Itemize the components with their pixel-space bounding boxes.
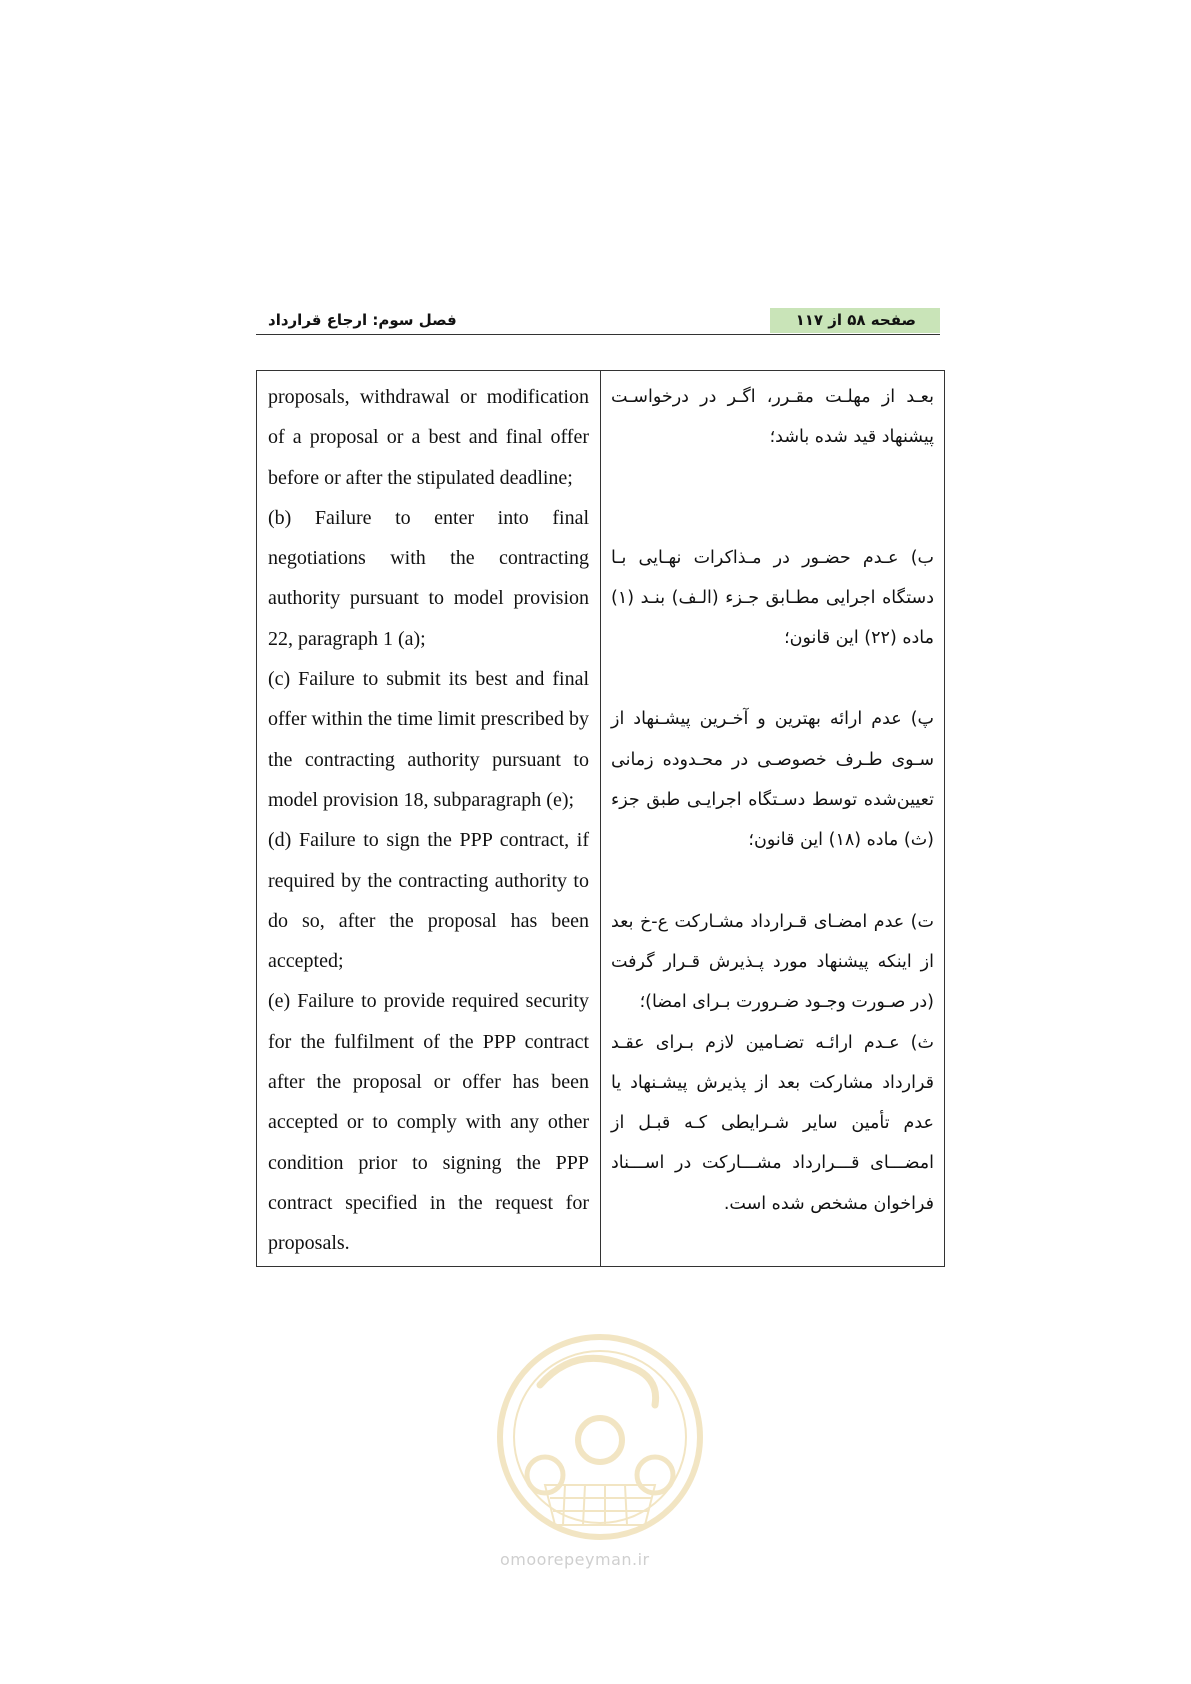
watermark-seal-icon <box>485 1325 715 1575</box>
persian-item-a-continued: بعـد از مهلـت مقـرر، اگـر در درخواسـت پیشنهاد قید شده باشد؛ <box>611 387 934 448</box>
watermark-site-text: omoorepeyman.ir <box>500 1550 650 1569</box>
persian-item-b: ب) عـدم حضـور در مـذاکرات نهـایی بـا دستگاه اجرایی مطـابق جـزء (الـف) بنـد (۱) ماده (۲۲) این قانون؛ <box>611 547 934 649</box>
english-item-c: (c) Failure to submit its best and final offer within the time limit prescribed by the contracting authority pursuant to model provision 18, subparagraph (e); <box>268 668 589 811</box>
bilingual-table <box>256 370 945 1267</box>
english-item-e: (e) Failure to provide required security for the fulfilment of the PPP contract after the proposal or offer has been accepted or to comply with any other condition prior to signing the PPP contract specified in the request for proposals. <box>268 990 589 1255</box>
chapter-title: فصل سوم: ارجاع قرارداد <box>268 311 457 329</box>
page-header <box>256 306 940 335</box>
english-item-a-continued: proposals, withdrawal or modification of a proposal or a best and final offer before or after the stipulated deadline; <box>268 386 589 489</box>
persian-item-d: ت) عدم امضـای قـرارداد مشـارکت ع-خ بعد از اینکه پیشنهاد مورد پـذیرش قـرار گرفت (در صـورت وجـود ضـرورت بـرای امضا)؛ <box>611 911 934 1013</box>
english-item-d: (d) Failure to sign the PPP contract, if required by the contracting authority to do so, after the proposal has been accepted; <box>268 829 589 973</box>
english-item-b: (b) Failure to enter into final negotiations with the contracting authority pursuant to model provision 22, paragraph 1 (a); <box>268 506 589 650</box>
english-column <box>257 371 601 1267</box>
persian-column <box>601 371 945 1267</box>
page-number-badge: صفحه ۵۸ از ۱۱۷ <box>770 308 940 333</box>
persian-item-c: پ) عدم ارائه بهترین و آخـرین پیشـنهاد از سـوی طـرف خصوصـی در محـدوده زمانی تعیین‌شده توسط دسـتگاه اجرایـی طبق جزء (ث) ماده (۱۸) این قانون؛ <box>611 709 934 851</box>
persian-item-e: ث) عـدم ارائـه تضـامین لازم بـرای عقـد قرارداد مشارکت بعد از پذیرش پیشـنهاد یا عدم تأمین سایر شـرایطی کـه قبـل از امضـــای قـــرارداد مشـــارکت در اســـناد فراخوان مشخص شده است. <box>611 1032 934 1214</box>
